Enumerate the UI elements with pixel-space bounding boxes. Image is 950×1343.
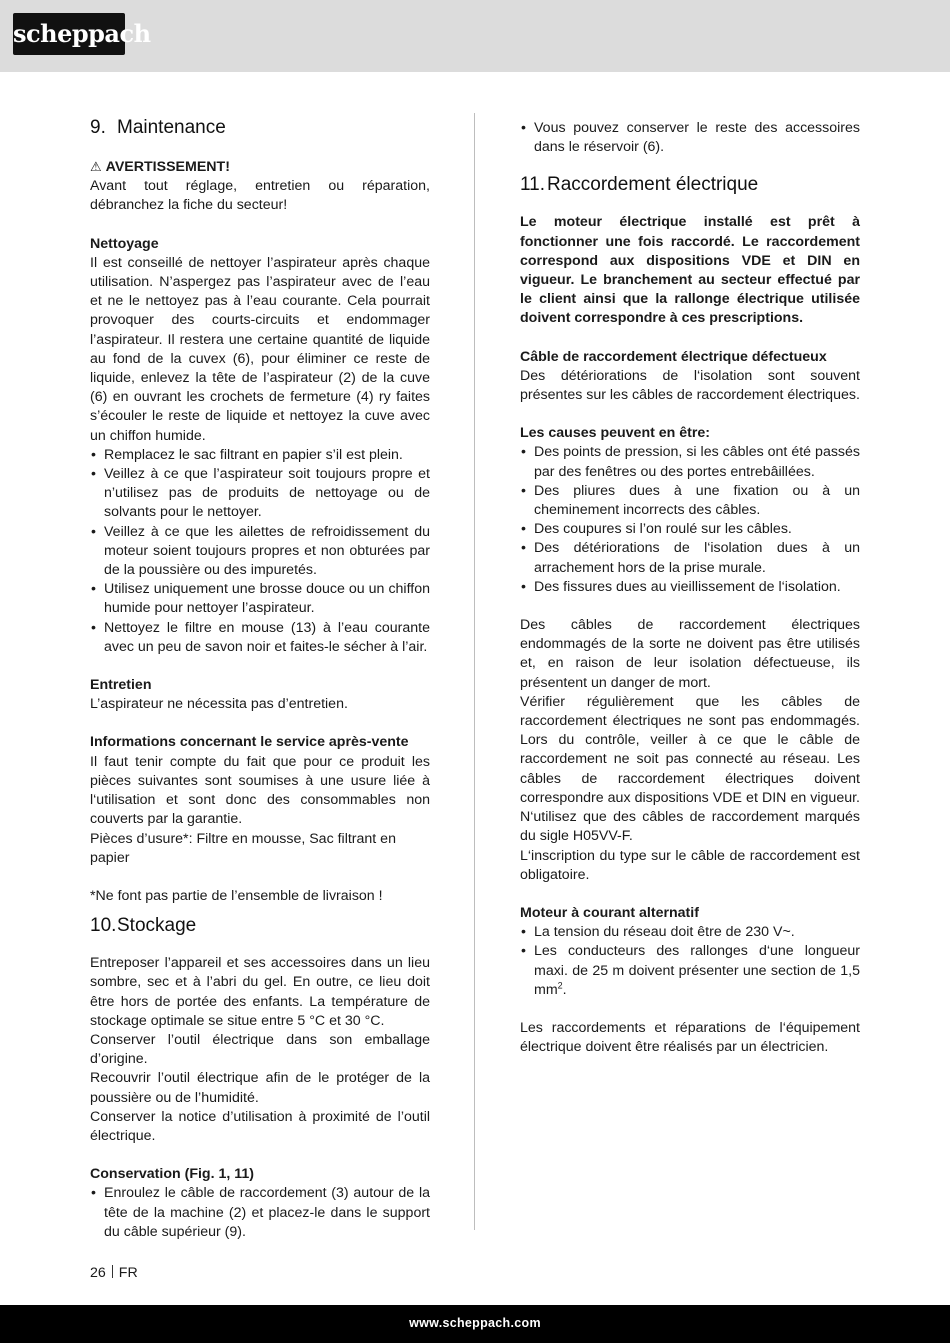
section-11-heading: 11. Raccordement électrique bbox=[520, 174, 759, 196]
closing-text: Les raccordements et réparations de l‘équipement électrique doivent être réalisés par un électricien. bbox=[520, 1019, 860, 1056]
check-text: Vérifier régulièrement que les câbles de raccordement électriques ne sont pas endommagés. Lors du contrôle, veiller à ce que le câble de raccordement ne soit pas connecté au réseau. Les câbles de raccordement électriques doivent correspondre aux dispositions VDE et DIN en vigueur. N‘utilisez que des câbles de raccordement marqués du sigle H05VV-F. bbox=[520, 693, 860, 845]
column-divider bbox=[474, 113, 475, 1230]
cleaning-heading: Nettoyage bbox=[90, 235, 159, 252]
storage-paragraph: Recouvrir l’outil électrique afin de le protéger de la poussière ou de l’humidité. bbox=[90, 1070, 430, 1106]
right-column bbox=[520, 119, 860, 1057]
conservation-list bbox=[90, 1184, 430, 1242]
list-item: • Utilisez uniquement une brosse douce ou un chiffon humide pour nettoyer l’aspirateur. bbox=[90, 580, 430, 618]
header-bar bbox=[0, 0, 950, 72]
storage-paragraph: Conserver l’outil électrique dans son emballage d’origine. bbox=[90, 1031, 430, 1068]
footer-bar bbox=[0, 1305, 950, 1343]
delivery-note: *Ne font pas partie de l’ensemble de livraison ! bbox=[90, 887, 383, 904]
list-item: • Vous pouvez conserver le reste des accessoires dans le réservoir (6). bbox=[520, 119, 860, 157]
left-column bbox=[90, 116, 430, 1242]
list-item: • Les conducteurs des rallonges d‘une longueur maxi. de 25 m doivent présenter une section de 1,5 $mm^2$. bbox=[520, 942, 860, 1000]
list-item: • Des détériorations de l‘isolation dues à un arrachement hors de la prise murale. bbox=[520, 539, 860, 577]
section-10-heading: 10.Stockage bbox=[90, 915, 197, 937]
conservation-list-continued bbox=[520, 119, 860, 157]
website-link[interactable]: www.scheppach.com bbox=[409, 1316, 541, 1330]
brand-logo: scheppach bbox=[13, 13, 125, 55]
list-item: • Enroulez le câble de raccordement (3) autour de la tête de la machine (2) et placez-le dans le support du câble supérieur (9). bbox=[90, 1184, 430, 1242]
list-item: • Veillez à ce que les ailettes de refroidissement du moteur soient toujours propres et non obturées par de la poussière ou des impuretés. bbox=[90, 523, 430, 581]
ac-motor-heading: Moteur à courant alternatif bbox=[520, 904, 699, 921]
service-text: Il faut tenir compte du fait que pour ce produit les pièces suivantes sont soumises à une usure liée à l‘utilisation et sont donc des consommables non couverts par la garantie. bbox=[90, 753, 430, 828]
section-10-title: Stockage bbox=[117, 915, 197, 937]
causes-list bbox=[520, 443, 860, 597]
electrical-intro: Le moteur électrique installé est prêt à fonctionner une fois raccordé. Le raccordement correspond aux dispositions VDE et DIN en vigueur. Le branchement au secteur effectué par le client ainsi que la rallonge électrique utilisée doivent correspondre à ces prescriptions. bbox=[520, 214, 860, 327]
cleaning-text: Il est conseillé de nettoyer l’aspirateur après chaque utilisation. N’aspergez pas l’aspirateur avec de l’eau et ne le nettoyez pas à l’eau courante. Cela pourrait provoquer des courts-circuits et endommager l’aspirateur. Il restera une certaine quantité de liquide au fond de la cuvex (6), pour éliminer ce reste de liquide, enlevez la tête de l’aspirateur (2) de la cuve (6) en ouvrant les crochets de fermeture (4) ry faites s’écouler le reste de liquide et nettoyez la cuve avec un chiffon humide. bbox=[90, 254, 430, 444]
list-item: • Remplacez le sac filtrant en papier s’il est plein. bbox=[90, 446, 430, 465]
type-label-text: L‘inscription du type sur le câble de raccordement est obligatoire. bbox=[520, 847, 860, 883]
defective-cable-heading: Câble de raccordement électrique défectueux bbox=[520, 348, 827, 365]
service-heading: Informations concernant le service après-vente bbox=[90, 734, 409, 751]
causes-heading: Les causes peuvent en être: bbox=[520, 425, 711, 442]
defective-cable-text: Des détériorations de l‘isolation sont souvent présentes sur les câbles de raccordement électriques. bbox=[520, 367, 860, 404]
list-item: • Des pliures dues à une fixation ou à un cheminement incorrects des câbles. bbox=[520, 482, 860, 520]
list-item: • La tension du réseau doit être de 230 V~. bbox=[520, 923, 860, 942]
list-item: • Veillez à ce que l’aspirateur soit toujours propre et n’utilisez pas de produits de nettoyage ou de solvants pour le nettoyer. bbox=[90, 465, 430, 523]
upkeep-heading: Entretien bbox=[90, 677, 152, 694]
page-footer bbox=[90, 1264, 138, 1283]
warning-triangle-icon: ⚠ bbox=[90, 159, 102, 174]
list-item: • Des coupures si l’on roulé sur les câbles. bbox=[520, 520, 860, 539]
page-number: 26 bbox=[90, 1265, 106, 1281]
list-item: • Des fissures dues au vieillissement de l‘isolation. bbox=[520, 578, 860, 597]
ac-motor-list bbox=[520, 923, 860, 1000]
warning-heading: ⚠ AVERTISSEMENT! bbox=[90, 159, 230, 175]
list-item: • Nettoyez le filtre en mouse (13) à l’eau courante avec un peu de savon noir et faites-le sécher à l’air. bbox=[90, 619, 430, 657]
section-11-title: Raccordement électrique bbox=[547, 174, 759, 196]
list-item: • Des points de pression, si les câbles ont été passés par des fenêtres ou des portes entrebâillées. bbox=[520, 443, 860, 481]
storage-paragraph: Entreposer l’appareil et ses accessoires dans un lieu sombre, sec et à l’abri du gel. En outre, ce lieu doit être hors de portée des enfants. La température de stockage optimale se situe entre 5 °C et 30 °C. bbox=[90, 955, 430, 1029]
storage-paragraph: Conserver la notice d’utilisation à proximité de l’outil électrique. bbox=[90, 1108, 430, 1144]
language-code: FR bbox=[118, 1265, 138, 1281]
section-9-heading: 9. Maintenance bbox=[90, 117, 226, 138]
wear-parts-text: Pièces d’usure*: Filtre en mousse, Sac filtrant en papier bbox=[90, 830, 396, 866]
upkeep-text: L’aspirateur ne nécessita pas d’entretien. bbox=[90, 696, 348, 713]
conservation-heading: Conservation (Fig. 1, 11) bbox=[90, 1166, 254, 1183]
danger-text: Des câbles de raccordement électriques endommagés de la sorte ne doivent pas être utilisés et, en raison de leur isolation défectueuse, ils présentent un danger de mort. bbox=[520, 617, 860, 691]
cleaning-list bbox=[90, 446, 430, 657]
footer-separator bbox=[112, 1265, 113, 1278]
warning-text: Avant tout réglage, entretien ou réparation, débranchez la fiche du secteur! bbox=[90, 178, 430, 214]
section-9-title: Maintenance bbox=[117, 117, 226, 138]
